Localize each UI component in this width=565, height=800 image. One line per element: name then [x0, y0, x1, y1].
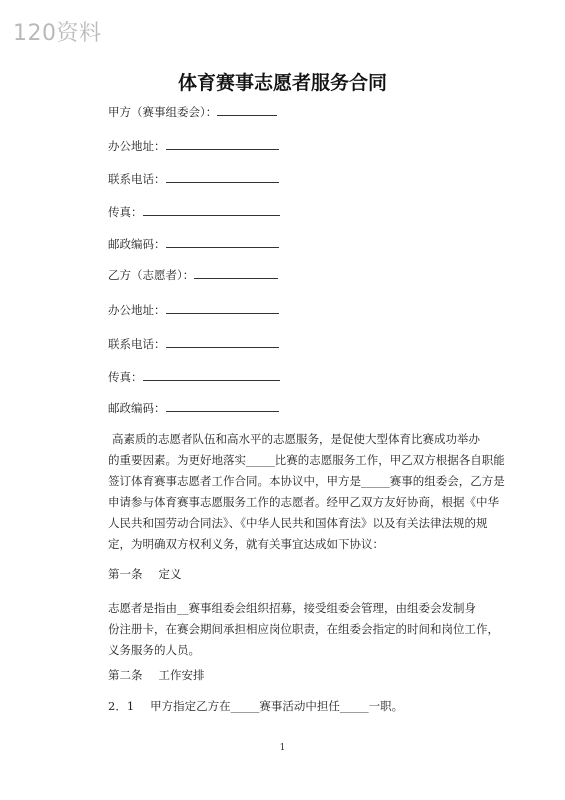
- party-a-fax-row: [108, 204, 280, 220]
- party-a-fax-field[interactable]: [143, 204, 280, 216]
- field-label: 办公地址：: [108, 303, 166, 317]
- paragraph-line: 定，为明确双方权利义务，就有关事宜达成如下协议：: [108, 537, 384, 551]
- paragraph-line: 申请参与体育赛事志愿服务工作的志愿者。经甲乙双方友好协商，根据《中华: [108, 495, 499, 509]
- watermark: 120资料: [13, 21, 102, 46]
- party-a-postcode-field[interactable]: [166, 236, 279, 248]
- paragraph-line: 的重要因素。为更好地落实_____比赛的志愿服务工作，甲乙双方根据各自职能: [108, 453, 505, 467]
- field-label: 邮政编码：: [108, 237, 166, 251]
- paragraph-line: 义务服务的人员。: [108, 643, 200, 657]
- party-b-address-field[interactable]: [166, 302, 279, 314]
- field-label: 传真：: [108, 370, 143, 384]
- field-label: 联系电话：: [108, 172, 166, 186]
- page-number: 1: [279, 743, 286, 753]
- article-2-heading: [108, 667, 205, 683]
- party-a-label: 甲方（赛事组委会）：: [108, 105, 218, 119]
- clause-text: 甲方指定乙方在_____赛事活动中担任_____一职。: [150, 699, 404, 713]
- party-b-postcode-field[interactable]: [166, 400, 279, 412]
- party-b-fax-row: [108, 369, 280, 385]
- intro-paragraph: [108, 429, 505, 555]
- party-a-label-row: [108, 104, 277, 120]
- paragraph-line: 志愿者是指由__赛事组委会组织招募，接受组委会管理，由组委会发制身: [108, 601, 476, 615]
- party-b-phone-row: [108, 336, 279, 352]
- field-label: 联系电话：: [108, 337, 166, 351]
- article-number: 第一条: [108, 567, 143, 581]
- article-number: 第二条: [108, 668, 143, 682]
- article-1-body: [108, 598, 499, 661]
- clause-number: 2．1: [108, 699, 135, 713]
- paragraph-line: 高素质的志愿者队伍和高水平的志愿服务，是促使大型体育比赛成功举办: [112, 432, 480, 446]
- party-b-name-field[interactable]: [194, 267, 278, 279]
- party-b-label-row: [108, 267, 278, 283]
- party-b-phone-field[interactable]: [166, 336, 279, 348]
- field-label: 办公地址：: [108, 139, 166, 153]
- clause-2-1: [108, 698, 403, 714]
- party-b-fax-field[interactable]: [143, 369, 280, 381]
- party-a-address-field[interactable]: [166, 138, 279, 150]
- party-b-label: 乙方（志愿者）：: [108, 268, 195, 282]
- party-b-address-row: [108, 302, 279, 318]
- party-a-name-field[interactable]: [217, 104, 277, 116]
- party-a-phone-field[interactable]: [166, 171, 279, 183]
- article-title: 定义: [158, 567, 182, 581]
- field-label: 邮政编码：: [108, 401, 166, 415]
- party-a-postcode-row: [108, 236, 279, 252]
- article-title: 工作安排: [158, 668, 205, 682]
- paragraph-line: 签订体育赛事志愿者工作合同。本协议中，甲方是_____赛事的组委会，乙方是: [108, 474, 505, 488]
- paragraph-line: 份注册卡，在赛会期间承担相应岗位职责，在组委会指定的时间和岗位工作，: [108, 622, 499, 636]
- article-1-heading: [108, 566, 182, 582]
- paragraph-line: 人民共和国劳动合同法》、《中华人民共和国体育法》以及有关法律法规的规: [108, 516, 488, 530]
- party-b-postcode-row: [108, 400, 279, 416]
- field-label: 传真：: [108, 205, 143, 219]
- party-a-phone-row: [108, 171, 279, 187]
- party-a-address-row: [108, 138, 279, 154]
- document-title: 体育赛事志愿者服务合同: [177, 72, 387, 94]
